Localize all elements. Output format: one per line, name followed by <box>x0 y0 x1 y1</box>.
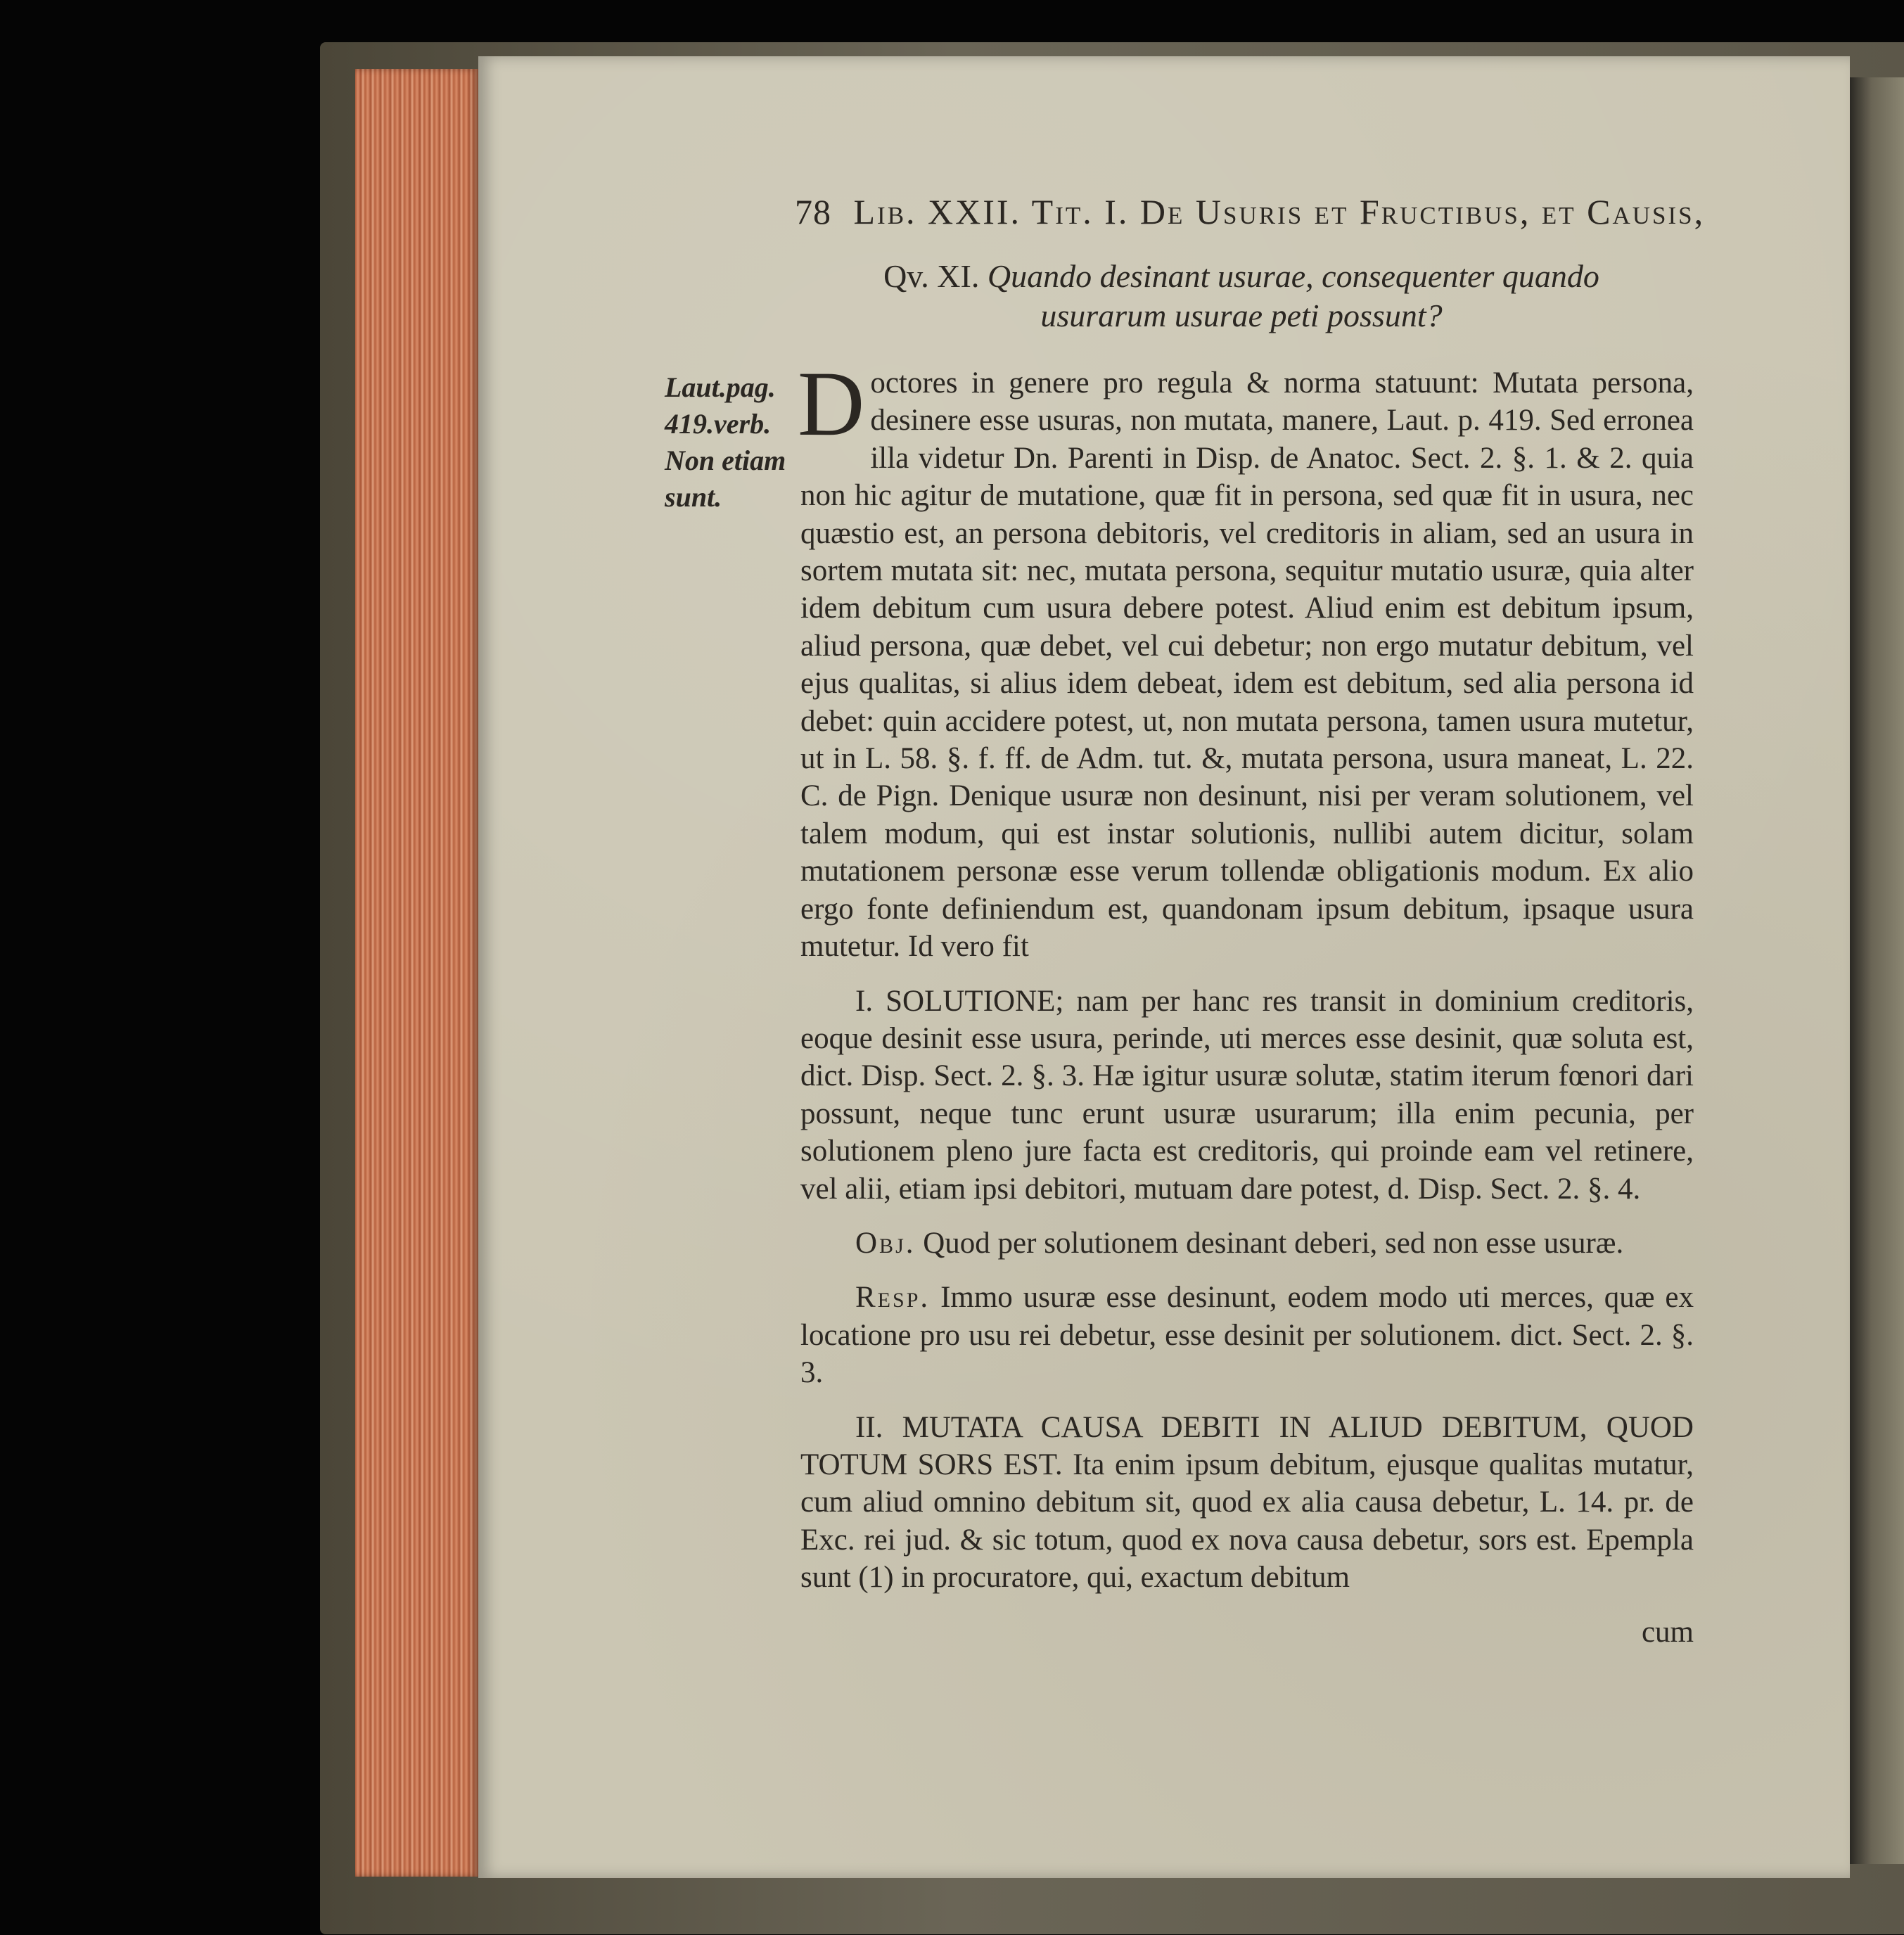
question-label: Qv. XI. <box>883 258 980 294</box>
facing-page-edge <box>1850 77 1904 1864</box>
paragraph-3-head: Obj. <box>855 1226 916 1260</box>
paragraph-5-text: Ita enim ipsum debitum, ejusque qualitas mutatur, cum aliud omnino debitum sit, quod ex alia causa debetur, L. 14. pr. de Exc. rei jud. & sic totum, quod ex nova causa debetur, sors est. Epempla sunt (1) in procuratore, qui, exactum debitum <box>800 1448 1694 1595</box>
page-number: 78 <box>795 192 831 231</box>
page-edges <box>355 69 478 1877</box>
running-title: Lib. XXII. Tit. I. De Usuris et Fructibus, et Causis, <box>853 192 1706 231</box>
paragraph-3 <box>800 1225 1694 1262</box>
paragraph-4 <box>800 1279 1694 1391</box>
paragraph-5 <box>800 1409 1694 1597</box>
running-header <box>795 191 1705 232</box>
drop-cap: D <box>798 352 865 455</box>
body-text <box>798 352 1694 1668</box>
paragraph-4-text: Immo usuræ esse desinunt, eodem modo uti merces, quæ ex locatione pro usu rei debetur, esse desinit per solutionem. dict. Sect. 2. §. 3. <box>800 1281 1694 1390</box>
paragraph-2 <box>800 983 1694 1208</box>
question-title: Quando desinant usurae, consequenter quando usurarum usurae peti possunt? <box>987 258 1599 333</box>
margin-note: Laut.pag. 419.verb. Non etiam sunt. <box>665 371 786 513</box>
question-heading <box>830 257 1653 336</box>
paragraph-4-head: Resp. <box>855 1281 931 1315</box>
paragraph-2-text: nam per hanc res transit in dominium creditoris, eoque desinit esse usura, perinde, uti merces esse desinit, quæ soluta est, dict. Disp. Sect. 2. §. 3. Hæ igitur usuræ solutæ, statim iterum fœnori dari possunt, neque tunc erunt usuræ usurarum; illa enim pecunia, per solutionem pleno jure facta est creditoris, qui proinde eam vel retinere, vel alii, etiam ipsi debitori, mutuam dare potest, d. Disp. Sect. 2. §. 4. <box>800 984 1694 1206</box>
paragraph-3-text: Quod per solutionem desinant deberi, sed non esse usuræ. <box>923 1226 1624 1260</box>
paragraph-5-head: II. MUTATA CAUSA DEBITI IN ALIUD DEBITUM, QUOD TOTUM SORS EST. <box>800 1410 1694 1481</box>
paragraph-1 <box>798 352 1694 966</box>
paragraph-1-text: octores in genere pro regula & norma statuunt: Mutata persona, desinere esse usuras, non mutata, manere, Laut. p. 419. Sed erronea illa videtur Dn. Parenti in Disp. de Anatoc. Sect. 2. §. 1. & 2. quia non hic agitur de mutatione, quæ fit in persona, sed quæ fit in usura, nec quæstio est, an persona debitoris, vel creditoris in aliam, sed an usura in sortem mutata sit: nec, mutata persona, sequitur mutatio usuræ, quia alter idem debitum cum usura debere potest. Aliud enim est debitum ipsum, aliud persona, quæ debet, vel cui debetur; non ergo mutatur debitum, vel ejus qualitas, si alius idem debeat, idem est debitum, sed alia persona id debet: quin accidere potest, ut, non mutata persona, tamen usura mutetur, ut in L. 58. §. f. ff. de Adm. tut. &, mutata persona, usura maneat, L. 22. C. de Pign. Denique usuræ non desinunt, nisi per veram solutionem, vel talem modum, qui est instar solutionis, nullibi autem dicitur, solam mutationem personæ esse verum tollendæ obligationis modum. Ex alio ergo fonte definiendum est, quandonam ipsum debitum, ipsaque usura mutetur. Id vero fit <box>800 366 1694 964</box>
paragraph-2-head: I. SOLUTIONE; <box>855 984 1064 1018</box>
catchword: cum <box>1641 1615 1694 1649</box>
